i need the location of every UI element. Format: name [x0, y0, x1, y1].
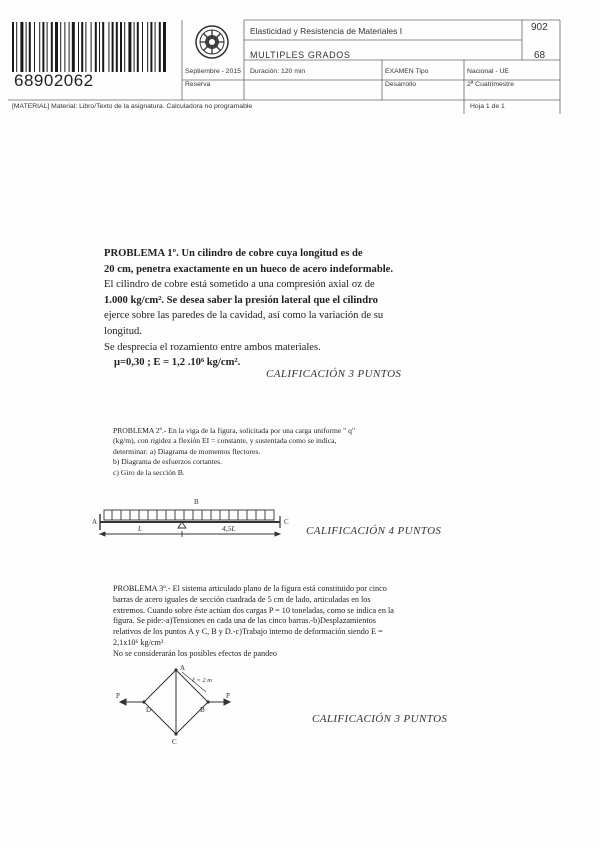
truss-label-b: B — [200, 706, 205, 714]
truss-label-c: C — [172, 738, 177, 746]
problem-1-line: longitud. — [104, 325, 142, 337]
problem-1-line: PROBLEMA 1º. Un cilindro de cobre cuya longitud es de — [104, 248, 363, 259]
exam-region: Nacional - UE — [467, 68, 509, 75]
truss-length-label: ℓ = 2 m — [192, 677, 212, 684]
problem-1-score: CALIFICACIÓN 3 PUNTOS — [266, 368, 402, 380]
exam-duration: Duración: 120 min — [250, 68, 306, 75]
beam-label-a: A — [92, 518, 98, 526]
barcode-bar — [147, 22, 148, 72]
problem-3-statement — [113, 584, 473, 660]
problem-3-line: figura. Se pide:-a)Tensiones en cada una de las cinco barras.-b)Desplazamientos — [113, 616, 376, 626]
exam-session: Reserva — [185, 81, 211, 88]
problem-2-line: (kg/m), con rigidez a flexión EI = constante, y sustentada como se indica, — [113, 436, 337, 446]
barcode-bar — [20, 22, 23, 72]
barcode-bar — [26, 22, 27, 72]
truss-load-left: P — [116, 692, 120, 700]
sheet-number: Hoja 1 de 1 — [470, 103, 505, 110]
barcode-bar — [102, 22, 104, 72]
barcode-bar — [91, 22, 92, 72]
barcode-bar — [163, 22, 166, 72]
problem-2-score: CALIFICACIÓN 4 PUNTOS — [306, 525, 442, 537]
problem-1-line: μ=0,30 ; E = 1,2 .10⁶ kg/cm². — [114, 357, 241, 369]
exam-week: 2ª Cuatrimestre — [467, 81, 515, 88]
problem-3-line: 2,1x10⁶ kg/cm² — [113, 637, 164, 647]
barcode-bar — [116, 22, 118, 72]
allowed-material: [MATERIAL] Material: Libro/Texto de la asignatura. Calculadora no programable — [12, 103, 253, 110]
problem-3-line: extremos. Cuando sobre éste actúan dos cargas P = 10 toneladas, como se indica en la — [113, 605, 394, 615]
barcode-bar — [134, 22, 135, 72]
course-code-2: 68 — [534, 50, 546, 61]
problem-1-line: 1.000 kg/cm². Se desea saber la presión lateral que el cilindro — [104, 294, 378, 306]
problem-1-line: 20 cm, penetra exactamente en un hueco de acero indeformable. — [104, 263, 394, 275]
problem-2-statement — [113, 426, 458, 478]
truss-label-a: A — [180, 664, 186, 672]
barcode-bar — [47, 22, 48, 72]
exam-type-label: EXAMEN Tipo — [385, 68, 429, 75]
barcode-bar — [69, 22, 70, 72]
beam-figure — [90, 494, 300, 546]
barcode-bar — [142, 22, 143, 72]
barcode-bar — [99, 22, 100, 72]
barcode-bar — [128, 22, 131, 72]
problem-2-line: c) Giro de la sección B. — [113, 467, 185, 477]
barcode-bar — [64, 22, 65, 72]
barcode-bar — [159, 22, 161, 72]
problem-3-line: PROBLEMA 3º.- El sistema articulado plano de la figura está constituido por cinco — [113, 584, 387, 593]
problem-3-line: No se considerarán los posibles efectos de pandeo — [113, 648, 277, 658]
beam-label-b: B — [194, 498, 199, 506]
barcode-bar — [39, 22, 40, 72]
problem-2-line: b) Diagrama de esfuerzos cortantes. — [113, 457, 223, 467]
barcode-bar — [137, 22, 139, 72]
barcode-number: 68902062 — [14, 71, 94, 90]
barcode-bar — [55, 22, 58, 72]
barcode-bar — [124, 22, 125, 72]
exam-date: Septiembre - 2015 — [185, 68, 241, 75]
beam-span-label: L — [138, 525, 142, 533]
barcode-bar — [42, 22, 44, 72]
barcode-bar — [95, 22, 97, 72]
problem-2-line: determinar: a) Diagrama de momentos flectores. — [113, 446, 261, 456]
truss-figure — [116, 664, 236, 746]
beam-dimension-label: 4,5L — [222, 524, 236, 533]
barcode — [12, 22, 170, 72]
barcode-bar — [72, 22, 75, 72]
problem-1-line: ejerce sobre las paredes de la cavidad, así como la variación de su — [104, 310, 384, 322]
problem-3-line: barras de acero iguales de sección cuadrada de 5 cm de lado, articuladas en los — [113, 594, 371, 604]
barcode-bar — [16, 22, 17, 72]
grade-label: MULTIPLES GRADOS — [250, 50, 351, 60]
exam-type-value: Desarrollo — [385, 81, 416, 88]
problem-1-statement — [104, 246, 434, 371]
problem-1-line: El cilindro de cobre está sometido a una compresión axial σz de — [104, 279, 375, 291]
barcode-bar — [108, 22, 109, 72]
barcode-bar — [150, 22, 152, 72]
barcode-bar — [81, 22, 83, 72]
truss-load-right: P — [226, 692, 230, 700]
problem-3-line: relativos de los puntos A y C, B y D.-c)Trabajo interno de deformación siendo E = — [113, 627, 383, 637]
beam-label-c: C — [284, 518, 289, 526]
truss-label-d: D — [146, 706, 152, 714]
barcode-bar — [155, 22, 156, 72]
barcode-bar — [12, 22, 14, 72]
barcode-bar — [34, 22, 35, 72]
problem-2-line: PROBLEMA 2º.- En la viga de la figura, solicitada por una carga uniforme " q" — [113, 426, 356, 435]
course-code: 902 — [531, 22, 548, 33]
barcode-bar — [60, 22, 61, 72]
barcode-bar — [112, 22, 114, 72]
barcode-bar — [85, 22, 86, 72]
barcode-bar — [78, 22, 79, 72]
university-seal-icon — [194, 24, 230, 60]
problem-3-score: CALIFICACIÓN 3 PUNTOS — [312, 713, 448, 725]
barcode-bar — [29, 22, 31, 72]
course-title: Elasticidad y Resistencia de Materiales I — [250, 26, 403, 36]
problem-1-line: Se desprecia el rozamiento entre ambos materiales. — [104, 341, 321, 353]
barcode-bar — [120, 22, 122, 72]
barcode-bar — [51, 22, 53, 72]
